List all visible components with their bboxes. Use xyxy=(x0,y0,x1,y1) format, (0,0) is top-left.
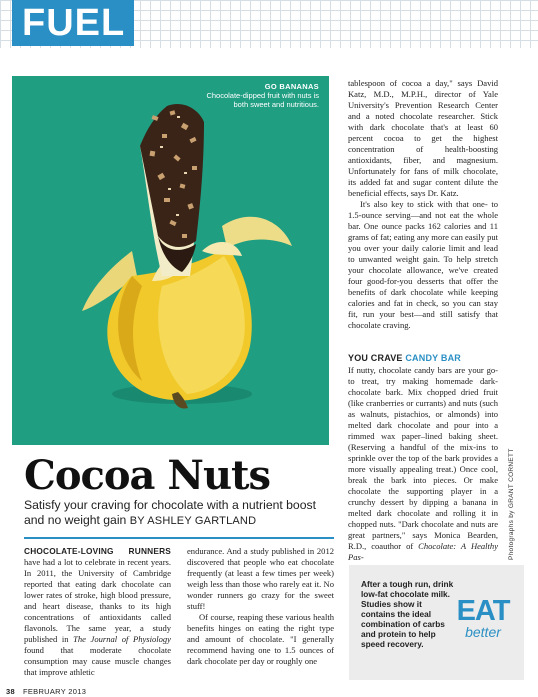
lead-in: CHOCOLATE-LOVING RUNNERS xyxy=(24,546,171,556)
deck-text: Satisfy your craving for chocolate with a nutrient boost and no weight gain xyxy=(24,498,316,527)
logo-better: better xyxy=(465,624,501,640)
paragraph-text: If nutty, chocolate candy bars are your go-to treat, try making homemade dark-chocolate bark. Mix chopped dried fruit (like cranberries or currants) and nuts (such as walnuts, pistachios, or almonds) into melted dark chocolate and pour into a rimmed wax paper–lined baking sheet. (Reserving a handful of the mix-ins to sprinkle over the top of the bark provides a more visually appealing treat.) Once cool, break the bark into pieces. Or make chocolate the supporting player in a crunchy dessert by dipping a banana in melted dark chocolate and rolling it in chopped nuts. "Dark chocolate and nuts are great partners," says Monica Bearden, R.D., coauthor of xyxy=(348,365,498,551)
paragraph-text: found that moderate chocolate consumption may cause muscle changes that improve athletic xyxy=(24,645,171,677)
headline: Cocoa Nuts xyxy=(24,452,271,499)
paragraph: tablespoon of cocoa a day," says David Katz, M.D., M.P.H., director of Yale University's Prevention Research Center and a noted chocolate researcher. Stick with dark chocolate that's at least 60 percent cocoa to get the highest concentration of health-boosting antioxidants, fiber, and magnesium. Unfortunately for fans of milk chocolate, its added fat and sugar content dilute the beneficial effects, says Dr. Katz. xyxy=(348,78,498,198)
paragraph-text: have had a lot to celebrate in recent years. In 2011, the University of Cambridge reported that eating dark chocolate can lower rates of stroke, high blood pressure, and heart disease, thanks to its high concentrations of antioxidants called flavonols. The same year, a study published in xyxy=(24,557,171,644)
sidebar-tip: After a tough run, drink low-fat chocolate milk. Studies show it contains the ideal combination of carbs and protein to help speed recovery. xyxy=(361,579,454,649)
paragraph xyxy=(24,546,171,678)
journal-title: The Journal of Physiology xyxy=(73,634,171,644)
paragraph: Of course, reaping these various health benefits hinges on eating the right type and amount of chocolate. "I generally recommend having one to 1.5 ounces of dark chocolate per day or roughly one xyxy=(187,612,334,666)
caption-title: GO BANANAS xyxy=(264,82,319,91)
headline-rule xyxy=(24,537,334,539)
deck xyxy=(24,498,334,529)
body-column-1 xyxy=(24,546,171,678)
logo-eat: EAT xyxy=(456,595,510,627)
photo-caption xyxy=(199,82,319,109)
subhead xyxy=(348,353,498,364)
eat-better-logo xyxy=(449,597,517,639)
paragraph xyxy=(348,365,498,563)
body-column-2 xyxy=(187,546,334,667)
banana-illustration xyxy=(12,76,329,445)
paragraph: It's also key to stick with that one- to 1.5-ounce serving—and not eat the whole bar. One ounce packs 162 calories and 11 grams of fat; eating any more can easily put you over your daily calorie limit and lead to unwanted weight gain. To help stretch your chocolate allowance, we've created four good-for-you desserts that offer the benefits of dark chocolate while keeping calories and fat in check, so you can stay fit, run your best—and still satisfy that chocolate craving. xyxy=(348,199,498,330)
photo-credit-text: Photographs by GRANT CORNETT xyxy=(508,448,515,560)
book-title: Chocolate: A Healthy Pas- xyxy=(348,541,498,562)
subhead-accent: CANDY BAR xyxy=(405,353,461,363)
issue-date: FEBRUARY 2013 xyxy=(22,687,87,696)
body-column-3 xyxy=(348,78,498,331)
caption-text: Chocolate-dipped fruit with nuts is both sweet and nutritious. xyxy=(206,91,319,109)
folio xyxy=(6,687,86,696)
subhead-prefix: YOU CRAVE xyxy=(348,353,403,363)
byline: BY ASHLEY GARTLAND xyxy=(129,515,257,527)
banana-photo xyxy=(12,76,329,445)
eat-better-sidebar xyxy=(349,565,524,680)
paragraph: endurance. And a study published in 2012 discovered that people who eat chocolate frequently (at least a few times per week) weigh less than those who rarely eat it. No wonder runners go crazy for the sweet stuff! xyxy=(187,546,334,611)
body-column-3-continued xyxy=(348,353,498,563)
page-number: 38 xyxy=(6,687,15,696)
photo-credit xyxy=(508,440,518,560)
section-label: FUEL xyxy=(12,0,134,46)
